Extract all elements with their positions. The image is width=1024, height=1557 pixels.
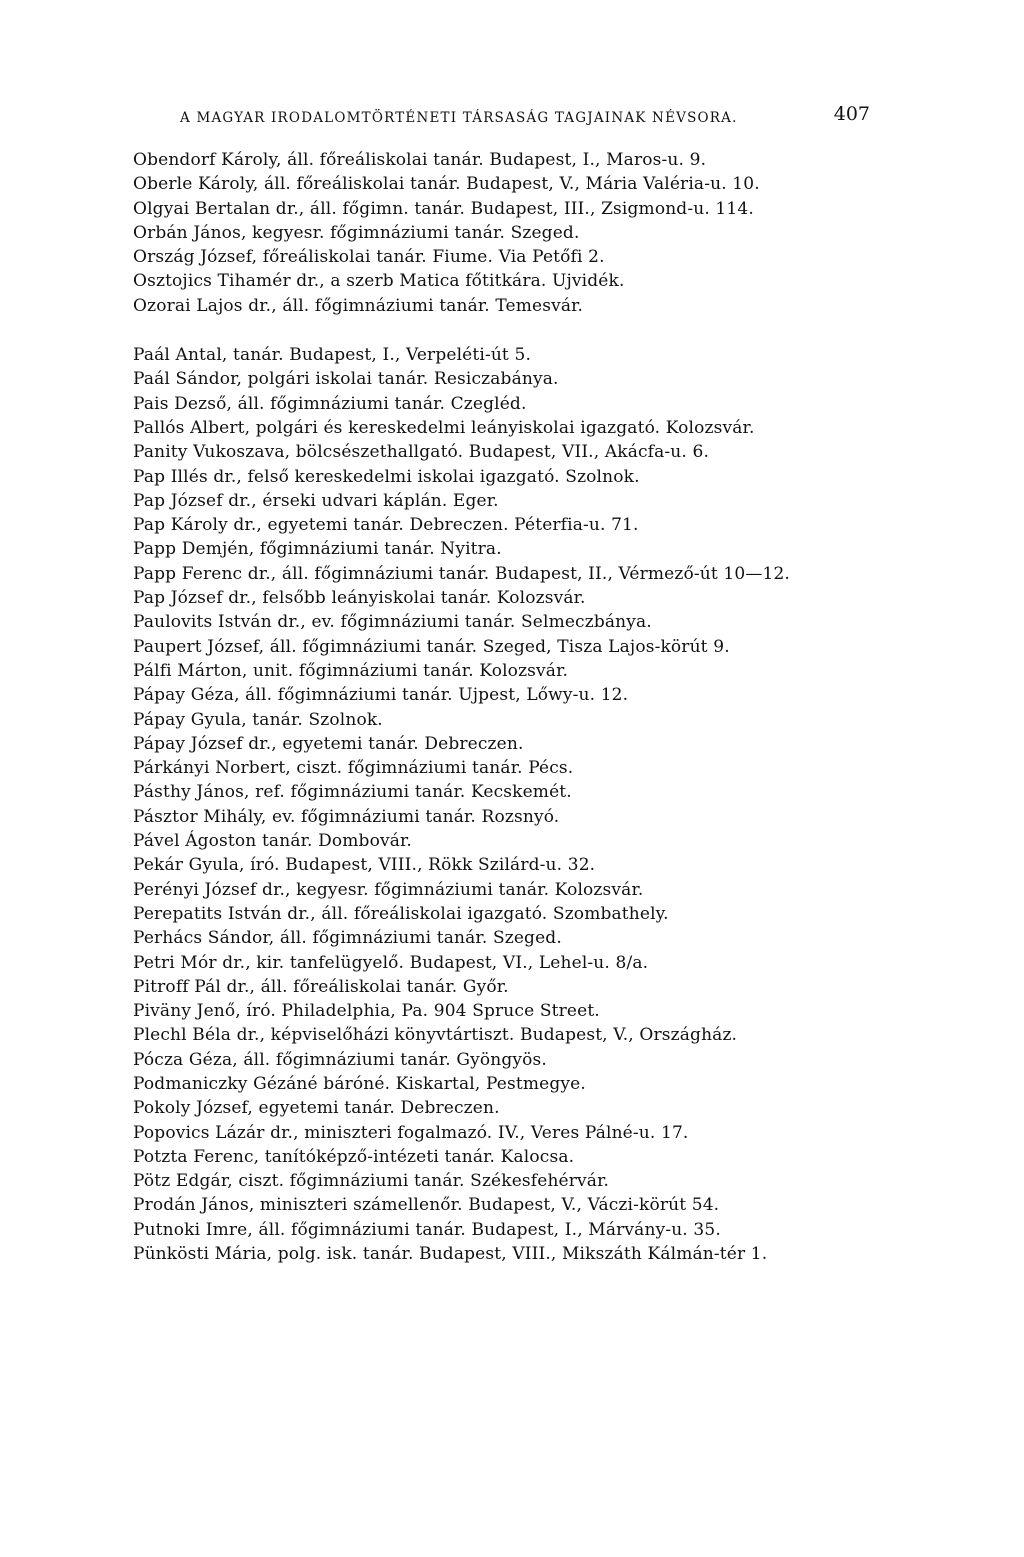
member-entry: Ország József, főreáliskolai tanár. Fiume. Via Petőfi 2. xyxy=(133,247,605,268)
member-group xyxy=(133,148,893,318)
member-entry: Paulovits István dr., ev. főgimnáziumi tanár. Selmeczbánya. xyxy=(133,612,652,633)
member-entry: Piväny Jenő, író. Philadelphia, Pa. 904 Spruce Street. xyxy=(133,1001,600,1022)
member-group xyxy=(133,343,893,1266)
member-entry: Pokoly József, egyetemi tanár. Debreczen. xyxy=(133,1098,500,1119)
member-entry: Perhács Sándor, áll. főgimnáziumi tanár. Szeged. xyxy=(133,928,562,949)
member-entry: Pápay Géza, áll. főgimnáziumi tanár. Ujpest, Lőwy-u. 12. xyxy=(133,685,629,706)
member-entry: Pócza Géza, áll. főgimnáziumi tanár. Gyöngyös. xyxy=(133,1049,547,1070)
member-entry: Pápay Gyula, tanár. Szolnok. xyxy=(133,709,383,730)
member-entry: Orbán János, kegyesr. főgimnáziumi tanár. Szeged. xyxy=(133,222,580,243)
member-entry: Pálfi Márton, unit. főgimnáziumi tanár. Kolozsvár. xyxy=(133,660,569,681)
member-entry: Paupert József, áll. főgimnáziumi tanár. Szeged, Tisza Lajos-körút 9. xyxy=(133,636,730,657)
member-entry: Pitroff Pál dr., áll. főreáliskolai tanár. Győr. xyxy=(133,976,509,997)
member-entry: Papp Ferenc dr., áll. főgimnáziumi tanár. Budapest, II., Vérmező-út 10—12. xyxy=(133,563,790,584)
member-entry: Plechl Béla dr., képviselőházi könyvtártiszt. Budapest, V., Országház. xyxy=(133,1025,738,1046)
member-entry: Ozorai Lajos dr., áll. főgimnáziumi tanár. Temesvár. xyxy=(133,295,584,316)
member-entry: Obendorf Károly, áll. főreáliskolai tanár. Budapest, I., Maros-u. 9. xyxy=(133,150,707,170)
member-entry: Pap József dr., felsőbb leányiskolai tanár. Kolozsvár. xyxy=(133,588,586,609)
member-entry: Prodán János, miniszteri számellenőr. Budapest, V., Váczi-körút 54. xyxy=(133,1195,720,1216)
member-entry: Oberle Károly, áll. főreáliskolai tanár. Budapest, V., Mária Valéria-u. 10. xyxy=(133,174,760,195)
member-entry: Perepatits István dr., áll. főreáliskolai igazgató. Szombathely. xyxy=(133,903,669,924)
member-entry: Perényi József dr., kegyesr. főgimnáziumi tanár. Kolozsvár. xyxy=(133,879,644,900)
member-entry: Petri Mór dr., kir. tanfelügyelő. Budapest, VI., Lehel-u. 8/a. xyxy=(133,952,649,973)
running-head xyxy=(180,103,870,135)
member-entry: Olgyai Bertalan dr., áll. főgimn. tanár. Budapest, III., Zsigmond-u. 114. xyxy=(133,198,754,219)
member-entry: Paál Antal, tanár. Budapest, I., Verpeléti-út 5. xyxy=(133,345,531,366)
member-entry: Panity Vukoszava, bölcsészethallgató. Budapest, VII., Akácfa-u. 6. xyxy=(133,442,710,463)
member-entry: Pallós Albert, polgári és kereskedelmi leányiskolai igazgató. Kolozsvár. xyxy=(133,417,755,438)
member-entry: Putnoki Imre, áll. főgimnáziumi tanár. Budapest, I., Márvány-u. 35. xyxy=(133,1219,721,1240)
member-entry: Pap Károly dr., egyetemi tanár. Debreczen. Péterfia-u. 71. xyxy=(133,515,639,536)
member-entry: Papp Demjén, főgimnáziumi tanár. Nyitra. xyxy=(133,539,502,560)
page-number: 407 xyxy=(833,103,870,125)
member-entry: Pásthy János, ref. főgimnáziumi tanár. Kecskemét. xyxy=(133,782,572,803)
member-entry: Pais Dezső, áll. főgimnáziumi tanár. Czegléd. xyxy=(133,393,527,414)
member-entry: Podmaniczky Gézáné báróné. Kiskartal, Pestmegye. xyxy=(133,1073,586,1094)
member-entry: Osztojics Tihamér dr., a szerb Matica főtitkára. Ujvidék. xyxy=(133,271,625,292)
member-entry: Popovics Lázár dr., miniszteri fogalmazó. IV., Veres Pálné-u. 17. xyxy=(133,1122,689,1143)
member-entry: Paál Sándor, polgári iskolai tanár. Resiczabánya. xyxy=(133,369,559,390)
member-entry: Pekár Gyula, író. Budapest, VIII., Rökk Szilárd-u. 32. xyxy=(133,855,596,876)
member-entry: Pápay József dr., egyetemi tanár. Debreczen. xyxy=(133,733,524,754)
running-title: A MAGYAR IRODALOMTÖRTÉNETI TÁRSASÁG TAGJAINAK NÉVSORA. xyxy=(180,110,738,126)
member-entry: Potzta Ferenc, tanítóképző-intézeti tanár. Kalocsa. xyxy=(133,1146,575,1167)
member-entry: Pap Illés dr., felső kereskedelmi iskolai igazgató. Szolnok. xyxy=(133,466,640,487)
member-entry: Pünkösti Mária, polg. isk. tanár. Budapest, VIII., Mikszáth Kálmán-tér 1. xyxy=(133,1244,768,1265)
member-list xyxy=(133,148,893,1266)
member-entry: Pásztor Mihály, ev. főgimnáziumi tanár. Rozsnyó. xyxy=(133,806,560,827)
member-entry: Pötz Edgár, ciszt. főgimnáziumi tanár. Székesfehérvár. xyxy=(133,1171,610,1192)
member-entry: Párkányi Norbert, ciszt. főgimnáziumi tanár. Pécs. xyxy=(133,758,574,779)
member-entry: Pável Ágoston tanár. Dombovár. xyxy=(133,831,412,852)
member-entry: Pap József dr., érseki udvari káplán. Eger. xyxy=(133,490,499,511)
